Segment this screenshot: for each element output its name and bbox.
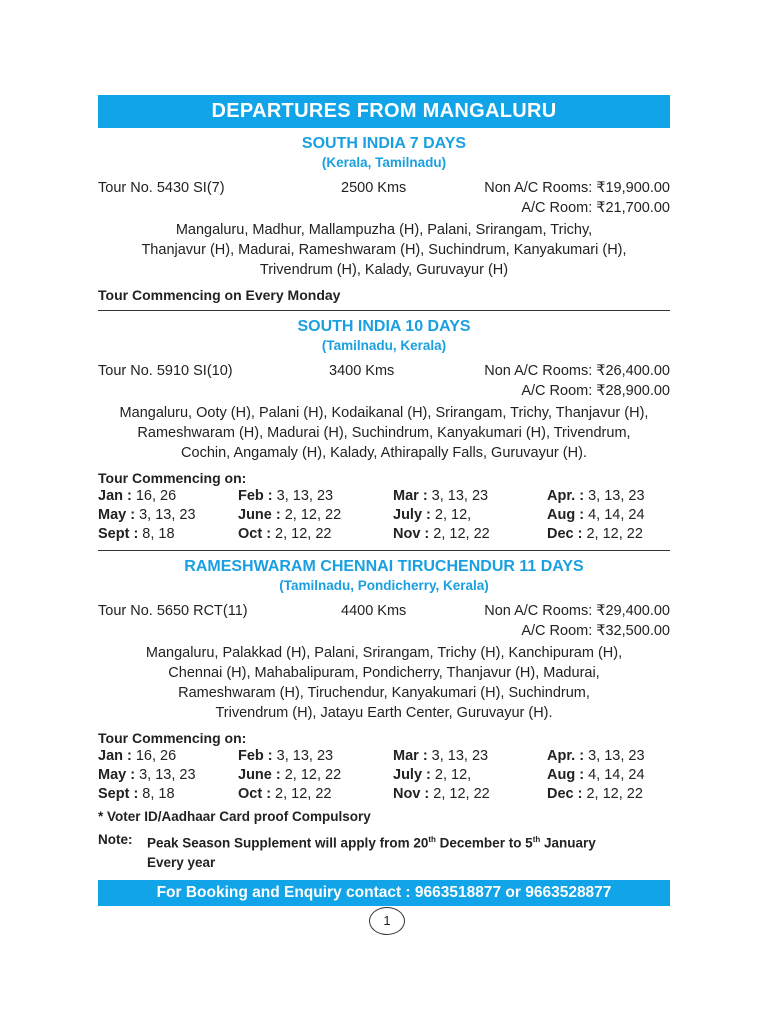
month-label: Apr. :: [547, 488, 585, 504]
month-label: Feb :: [238, 488, 273, 504]
month-label: Oct :: [238, 786, 272, 802]
departure-date-cell: [238, 525, 393, 544]
tour-number: Tour No. 5910 SI(10): [98, 363, 233, 379]
month-dates: 3, 13, 23: [584, 488, 645, 504]
section-divider: [98, 550, 670, 551]
departure-date-cell: [547, 785, 670, 804]
departure-date-cell: [393, 525, 547, 544]
departures-banner: DEPARTURES FROM MANGALURU: [98, 95, 670, 128]
month-dates: 2, 12, 22: [271, 526, 332, 542]
tour-number: Tour No. 5430 SI(7): [98, 180, 225, 196]
departure-date-cell: [98, 766, 238, 785]
departure-date-cell: [238, 766, 393, 785]
departure-date-cell: [238, 487, 393, 506]
departure-date-cell: [393, 747, 547, 766]
page-number: 1: [369, 907, 405, 935]
month-label: May :: [98, 767, 136, 783]
note-text-part: December to 5: [435, 835, 533, 851]
departure-date-cell: [547, 747, 670, 766]
tour-commencing: Tour Commencing on:: [98, 470, 247, 486]
month-dates: 3, 13, 23: [427, 488, 489, 504]
departure-date-cell: [98, 525, 238, 544]
month-dates: 2, 12, 22: [271, 786, 332, 802]
month-dates: 3, 13, 23: [427, 748, 489, 764]
tour-info: [98, 178, 670, 218]
route-line: Cochin, Angamaly (H), Kalady, Athirapally Falls, Guruvayur (H).: [181, 445, 587, 461]
route-line: Thanjavur (H), Madurai, Rameshwaram (H), Suchindrum, Kanyakumari (H),: [141, 242, 627, 258]
note-superscript: th: [428, 835, 436, 844]
month-dates: 2, 12, 22: [582, 786, 643, 802]
month-label: May :: [98, 507, 136, 523]
route-line: Rameshwaram (H), Tiruchendur, Kanyakumari (H), Suchindrum,: [178, 685, 590, 701]
month-label: Dec :: [547, 526, 583, 542]
tour-title: SOUTH INDIA 7 DAYS: [301, 135, 467, 152]
non-ac-price: Non A/C Rooms: ₹29,400.00: [484, 603, 670, 619]
month-label: Aug :: [547, 767, 585, 783]
month-dates: 2, 12, 22: [429, 786, 490, 802]
tour-section-2: [98, 317, 670, 551]
month-dates: 16, 26: [131, 488, 177, 504]
month-label: Nov :: [393, 786, 430, 802]
ac-price: A/C Room: ₹32,500.00: [521, 623, 670, 639]
route-line: Mangaluru, Ooty (H), Palani (H), Kodaikanal (H), Srirangam, Trichy, Thanjavur (H),: [119, 405, 649, 421]
month-dates: 8, 18: [138, 786, 175, 802]
tour-title: RAMESHWARAM CHENNAI TIRUCHENDUR 11 DAYS: [184, 558, 584, 575]
month-label: Sept :: [98, 526, 139, 542]
route-line: Mangaluru, Palakkad (H), Palani, Srirangam, Trichy (H), Kanchipuram (H),: [145, 645, 623, 661]
departure-date-cell: [393, 766, 547, 785]
note-text-part: Peak Season Supplement will apply from 20: [147, 835, 429, 851]
month-dates: 2, 12, 22: [280, 507, 342, 523]
tour-number: Tour No. 5650 RCT(11): [98, 603, 248, 619]
section-divider: [98, 310, 670, 311]
month-label: June :: [238, 507, 281, 523]
tour-section-1: [98, 134, 670, 311]
departure-date-cell: [98, 785, 238, 804]
tour-route: [98, 643, 670, 723]
departure-date-cell: [238, 506, 393, 525]
tour-section-3: [98, 557, 670, 804]
month-label: Mar :: [393, 488, 428, 504]
tour-commencing: Tour Commencing on Every Monday: [98, 287, 341, 303]
month-label: June :: [238, 767, 281, 783]
month-label: Jan :: [98, 748, 132, 764]
month-dates: 3, 13, 23: [272, 748, 334, 764]
month-dates: 2, 12,: [430, 767, 472, 783]
tour-route: [98, 403, 670, 463]
note-text-part: January: [540, 835, 596, 851]
tour-info: [98, 361, 670, 401]
tour-subtitle: (Tamilnadu, Kerala): [321, 338, 447, 353]
departure-dates-grid: [98, 747, 670, 804]
month-dates: 2, 12, 22: [582, 526, 643, 542]
ac-price: A/C Room: ₹28,900.00: [521, 383, 670, 399]
month-label: Mar :: [393, 748, 428, 764]
route-line: Rameshwaram (H), Madurai (H), Suchindrum, Kanyakumari (H), Trivendrum,: [137, 425, 631, 441]
tour-subtitle: (Kerala, Tamilnadu): [321, 155, 447, 170]
departure-date-cell: [238, 785, 393, 804]
departure-dates-grid: [98, 487, 670, 544]
month-dates: 3, 13, 23: [584, 748, 645, 764]
departure-date-cell: [547, 487, 670, 506]
month-dates: 3, 13, 23: [135, 507, 196, 523]
month-label: Jan :: [98, 488, 132, 504]
month-label: Aug :: [547, 507, 585, 523]
month-dates: 4, 14, 24: [584, 767, 645, 783]
month-dates: 3, 13, 23: [135, 767, 196, 783]
month-dates: 2, 12, 22: [429, 526, 490, 542]
note-line-2: Every year: [147, 854, 216, 870]
departure-date-cell: [547, 525, 670, 544]
tour-distance: 3400 Kms: [329, 363, 395, 379]
route-line: Chennai (H), Mahabalipuram, Pondicherry, Thanjavur (H), Madurai,: [168, 665, 600, 681]
month-dates: 16, 26: [131, 748, 177, 764]
tour-route: [98, 220, 670, 280]
month-dates: 2, 12, 22: [280, 767, 342, 783]
note-superscript: th: [532, 835, 541, 844]
month-label: Feb :: [238, 748, 273, 764]
departure-date-cell: [98, 747, 238, 766]
route-line: Trivendrum (H), Jatayu Earth Center, Guruvayur (H).: [215, 705, 553, 721]
month-dates: 3, 13, 23: [272, 488, 334, 504]
departure-date-cell: [98, 506, 238, 525]
month-label: Apr. :: [547, 748, 585, 764]
tour-info: [98, 601, 670, 641]
departure-date-cell: [547, 766, 670, 785]
ac-price: A/C Room: ₹21,700.00: [521, 200, 670, 216]
route-line: Trivendrum (H), Kalady, Guruvayur (H): [259, 262, 509, 278]
departure-date-cell: [393, 785, 547, 804]
booking-contact-banner: For Booking and Enquiry contact : 9663518877 or 9663528877: [98, 880, 670, 906]
tour-subtitle: (Tamilnadu, Pondicherry, Kerala): [279, 578, 489, 593]
departure-date-cell: [98, 487, 238, 506]
route-line: Mangaluru, Madhur, Mallampuzha (H), Palani, Srirangam, Trichy,: [175, 222, 593, 238]
month-dates: 4, 14, 24: [584, 507, 645, 523]
brochure-page: [98, 95, 670, 906]
note-text: [147, 830, 596, 872]
month-dates: 2, 12,: [430, 507, 472, 523]
departure-date-cell: [393, 506, 547, 525]
month-dates: 8, 18: [138, 526, 175, 542]
departure-date-cell: [393, 487, 547, 506]
tour-distance: 4400 Kms: [341, 603, 407, 619]
month-label: Sept :: [98, 786, 139, 802]
peak-season-note: [98, 830, 670, 872]
voter-id-note: * Voter ID/Aadhaar Card proof Compulsory: [98, 809, 371, 824]
tour-distance: 2500 Kms: [341, 180, 407, 196]
departure-date-cell: [238, 747, 393, 766]
month-label: Dec :: [547, 786, 583, 802]
note-label: Note:: [98, 832, 133, 847]
non-ac-price: Non A/C Rooms: ₹19,900.00: [484, 180, 670, 196]
month-label: Oct :: [238, 526, 272, 542]
month-label: Nov :: [393, 526, 430, 542]
tour-title: SOUTH INDIA 10 DAYS: [297, 318, 471, 335]
month-label: July :: [393, 507, 431, 523]
tour-commencing: Tour Commencing on:: [98, 730, 247, 746]
non-ac-price: Non A/C Rooms: ₹26,400.00: [484, 363, 670, 379]
departure-date-cell: [547, 506, 670, 525]
month-label: July :: [393, 767, 431, 783]
